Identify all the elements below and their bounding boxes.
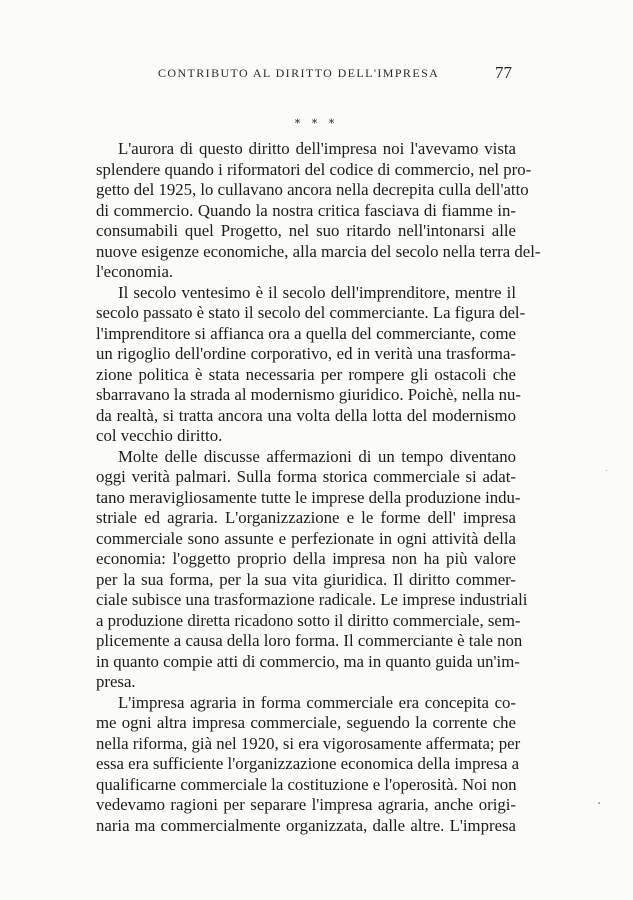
text-line: me ogni altra impresa commerciale, seguendo la corrente che (96, 713, 516, 732)
text-line: un rigoglio dell'ordine corporativo, ed in verità una trasforma- (96, 344, 516, 363)
text-line: sbarravano la strada al modernismo giuridico. Poichè, nella nu- (96, 385, 521, 404)
text-line: Il secolo ventesimo è il secolo dell'imprenditore, mentre il (118, 282, 516, 302)
text-line: zione politica è stata necessaria per rompere gli ostacoli che (96, 364, 516, 384)
text-line: L'impresa agraria in forma commerciale era concepita co- (118, 692, 516, 712)
text-line: essa era sufficiente l'organizzazione economica della impresa a (96, 754, 520, 773)
text-line: col vecchio diritto. (96, 426, 223, 445)
text-line: in quanto compie atti di commercio, ma in quanto guida un'im- (96, 651, 520, 671)
paragraph (96, 139, 541, 283)
page-header (96, 64, 516, 84)
paragraph (96, 446, 528, 693)
text-line: a produzione diretta ricadono sotto il diritto commerciale, sem- (96, 610, 521, 630)
paragraph (96, 692, 521, 837)
text-line: plicemente a causa della loro forma. Il commerciante è tale non (96, 631, 523, 650)
text-line: l'imprenditore si affianca ora a quella del commerciante, come (96, 323, 516, 343)
text-line: per la sua forma, per la sua vita giuridica. Il diritto commer- (96, 569, 516, 589)
text-line: oggi verità palmari. Sulla forma storica commerciale si adat- (96, 467, 516, 486)
text-line: commerciale sono assunte e perfezionate in ogni attività della (96, 528, 516, 548)
text-line: ciale subisce una trasformazione radicale. Le imprese industriali (96, 590, 528, 609)
text-line: da realtà, si tratta ancora una volta della lotta del modernismo (96, 405, 516, 425)
text-line: L'aurora di questo diritto dell'impresa noi l'avevamo vista (118, 139, 516, 158)
page-number: 77 (495, 63, 512, 82)
text-line: vedevamo ragioni per separare l'impresa agraria, anche origi- (96, 795, 516, 814)
text-line: tano meravigliosamente tutte le imprese della produzione indu- (96, 487, 521, 507)
text-line: qualificarne commerciale la costituzione e l'operosità. Noi non (96, 774, 517, 794)
paper-speck (598, 802, 600, 804)
text-line: nella riforma, già nel 1920, si era vigorosamente affermata; per (96, 733, 521, 753)
text-line: l'economia. (96, 262, 174, 281)
text-line: consumabili quel Progetto, nel suo ritardo nell'intonarsi alle (96, 221, 516, 240)
paper-speck (606, 470, 607, 471)
text-line: economia: l'oggetto proprio della impresa non ha più valore (96, 549, 516, 568)
text-line: Molte delle discusse affermazioni di un tempo diventano (118, 446, 516, 466)
text-line: splendere quando i riformatori del codice di commercio, nel pro- (96, 159, 532, 179)
body-text (96, 139, 541, 836)
text-line: di commercio. Quando la nostra critica fasciava di fiamme in- (96, 200, 516, 220)
text-line: striale ed agraria. L'organizzazione e le forme dell' impresa (96, 508, 516, 527)
text-line: presa. (96, 672, 136, 691)
text-line: secolo passato è stato il secolo del commerciante. La figura del- (96, 303, 526, 322)
text-line: getto del 1925, lo cullavano ancora nella decrepita culla dell'atto (96, 180, 529, 199)
paragraph (96, 282, 526, 447)
section-ornament: * * * (294, 117, 339, 130)
text-line: naria ma commercialmente organizzata, dalle altre. L'impresa (96, 815, 516, 835)
running-head: CONTRIBUTO AL DIRITTO DELL'IMPRESA (158, 66, 440, 80)
text-line: nuove esigenze economiche, alla marcia del secolo nella terra del- (96, 241, 541, 261)
